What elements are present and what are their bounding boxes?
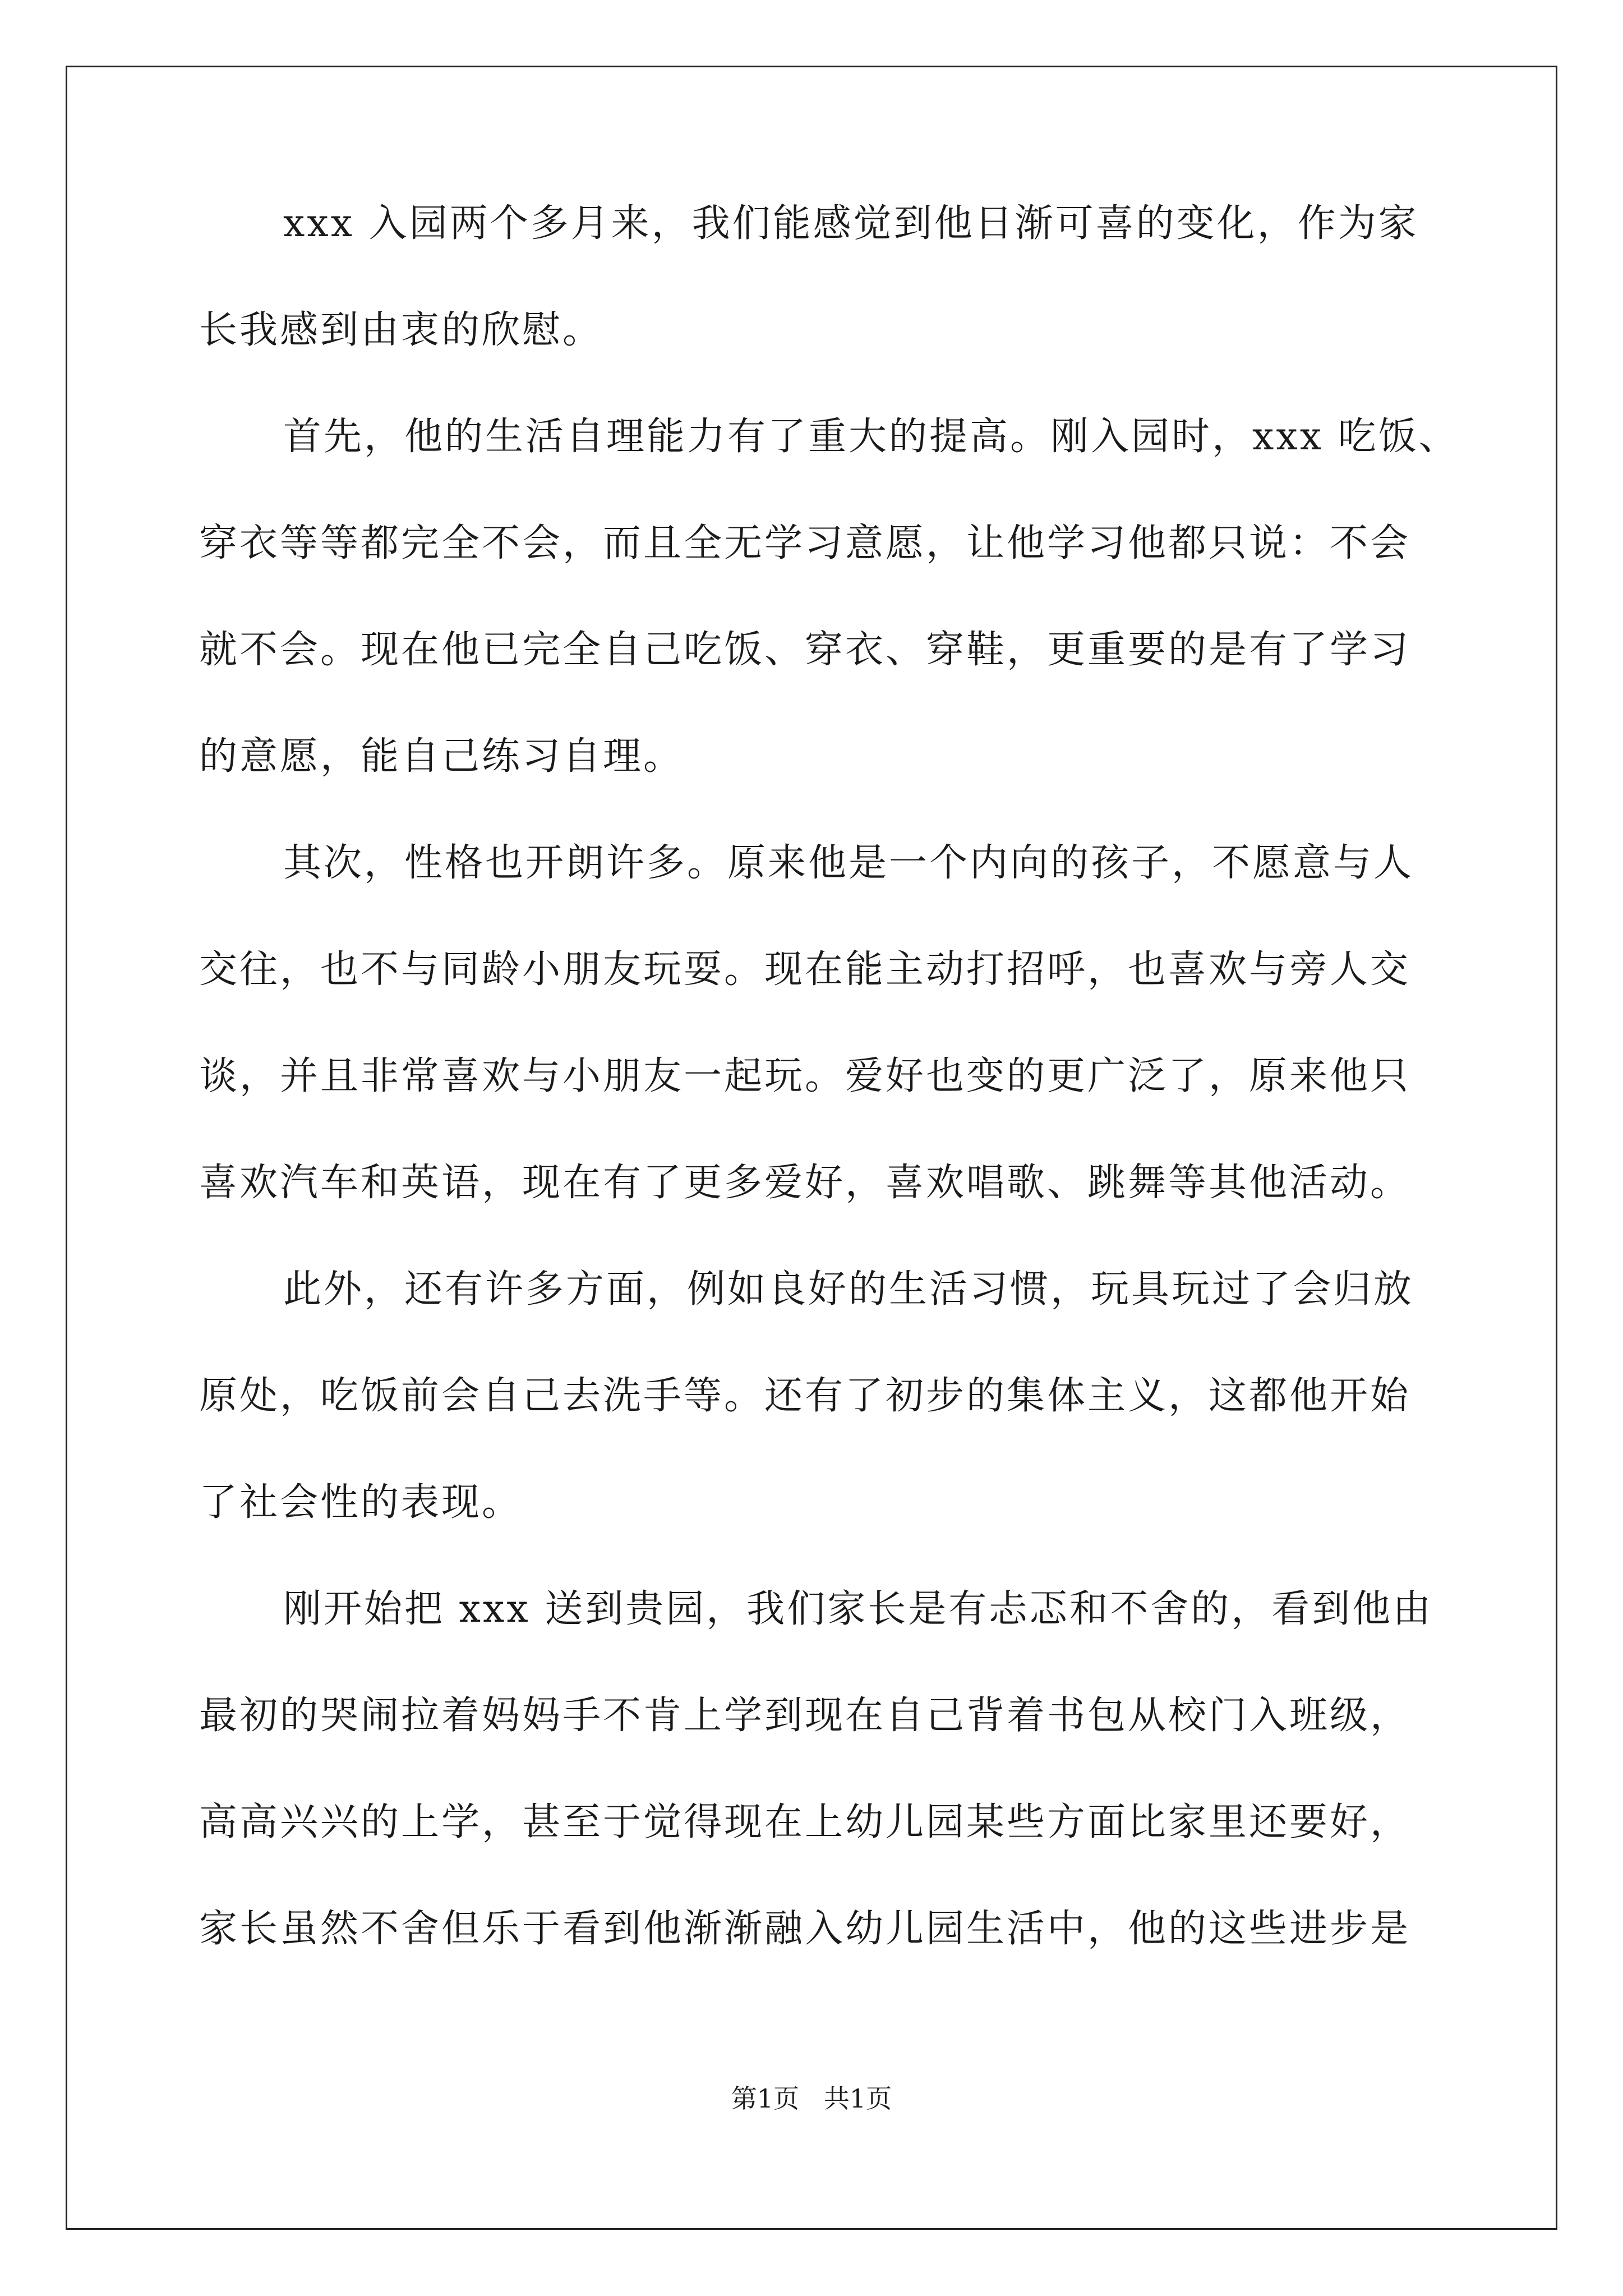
text-line: 交往，也不与同龄小朋友玩耍。现在能主动打招呼，也喜欢与旁人交 xyxy=(199,947,1411,992)
text-line: 其次，性格也开朗许多。原来他是一个内向的孩子，不愿意与人 xyxy=(283,841,1414,885)
text-line: 家长虽然不舍但乐于看到他渐渐融入幼儿园生活中，他的这些进步是 xyxy=(199,1907,1411,1951)
text-line: 此外，还有许多方面，例如良好的生活习惯，玩具玩过了会归放 xyxy=(283,1267,1414,1312)
text-line: 首先，他的生活自理能力有了重大的提高。刚入园时，xxx 吃饭、 xyxy=(283,415,1459,459)
text-line: 了社会性的表现。 xyxy=(199,1480,523,1525)
text-line: 喜欢汽车和英语，现在有了更多爱好，喜欢唱歌、跳舞等其他活动。 xyxy=(199,1161,1411,1205)
page-number-footer: 第1页 共1页 xyxy=(731,2083,892,2114)
text-line: 长我感到由衷的欣慰。 xyxy=(199,308,603,352)
text-line: xxx 入园两个多月来，我们能感觉到他日渐可喜的变化，作为家 xyxy=(283,201,1419,246)
text-line: 谈，并且非常喜欢与小朋友一起玩。爱好也变的更广泛了，原来他只 xyxy=(199,1054,1411,1098)
document-body xyxy=(199,201,1459,2017)
text-line: 高高兴兴的上学，甚至于觉得现在上幼儿园某些方面比家里还要好， xyxy=(199,1800,1411,1844)
text-line: 就不会。现在他已完全自己吃饭、穿衣、穿鞋，更重要的是有了学习 xyxy=(199,628,1411,672)
text-line: 原处，吃饭前会自己去洗手等。还有了初步的集体主义，这都他开始 xyxy=(199,1374,1411,1418)
text-line: 穿衣等等都完全不会，而且全无学习意愿，让他学习他都只说：不会 xyxy=(199,521,1411,565)
text-line: 最初的哭闹拉着妈妈手不肯上学到现在自己背着书包从校门入班级， xyxy=(199,1694,1411,1738)
text-line: 刚开始把 xxx 送到贵园，我们家长是有忐忑和不舍的，看到他由 xyxy=(283,1587,1433,1631)
text-line: 的意愿，能自己练习自理。 xyxy=(199,734,684,779)
